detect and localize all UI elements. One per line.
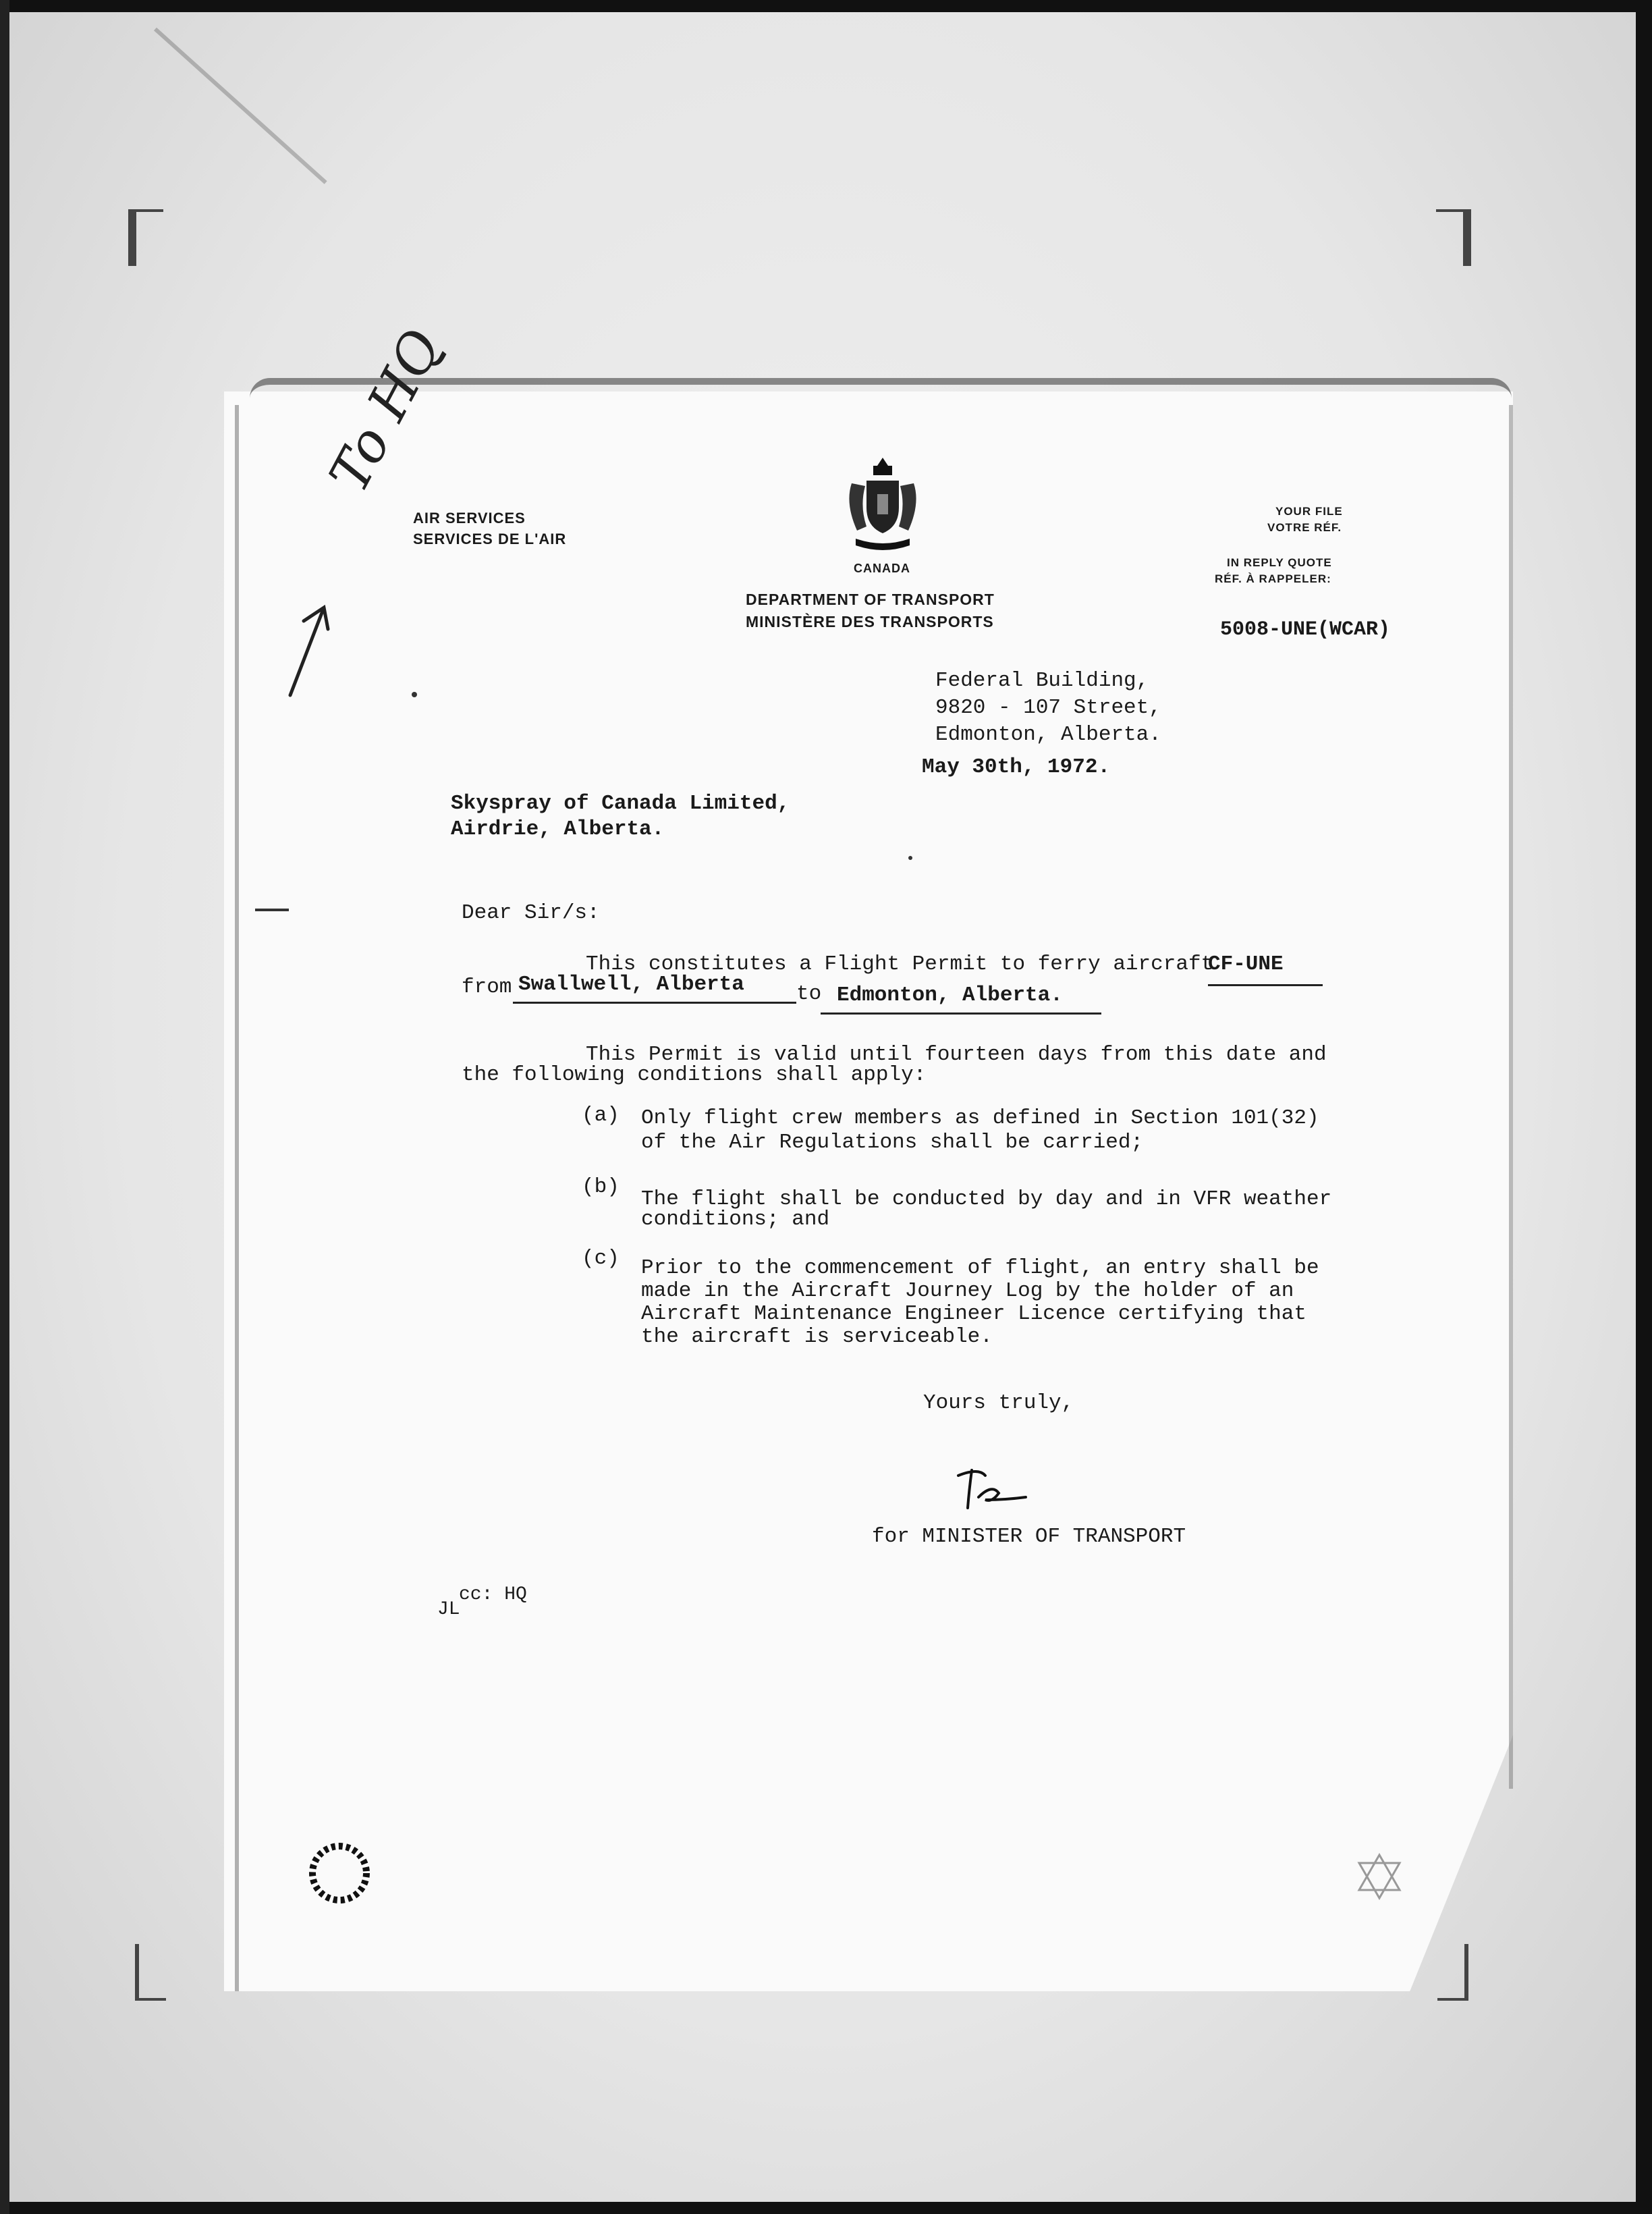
film-edge-bottom [0, 2202, 1652, 2214]
recipient-line-1: Skyspray of Canada Limited, [451, 792, 790, 815]
paper-right-edge [1509, 405, 1513, 1789]
cc-line: cc: HQ [459, 1584, 527, 1605]
sender-address-line-3: Edmonton, Alberta. [935, 723, 1161, 747]
permit-intro: This constitutes a Flight Permit to ferry aircraft [586, 952, 1214, 976]
letterhead-department-en: DEPARTMENT OF TRANSPORT [746, 591, 995, 608]
condition-c-line-3: Aircraft Maintenance Engineer Licence certifying that [641, 1302, 1306, 1326]
reply-quote-label-fr: RÉF. À RAPPELER: [1215, 572, 1331, 585]
signature-block: for MINISTER OF TRANSPORT [872, 1525, 1186, 1548]
from-label: from [462, 975, 512, 999]
file-reference-number: 5008-UNE(WCAR) [1220, 618, 1391, 641]
condition-b-line-2: conditions; and [641, 1208, 830, 1231]
typist-initials: JL [437, 1599, 460, 1620]
sender-address-line-1: Federal Building, [935, 669, 1149, 693]
condition-b-line-1: The flight shall be conducted by day and in VFR weather [641, 1187, 1332, 1211]
to-label: to [796, 982, 822, 1006]
your-file-label-en: YOUR FILE [1275, 505, 1343, 518]
margin-dot [412, 692, 417, 697]
closing: Yours truly, [923, 1391, 1074, 1415]
crop-mark-top-left [128, 209, 163, 266]
validity-line-2: the following conditions shall apply: [462, 1063, 927, 1087]
recipient-line-2: Airdrie, Alberta. [451, 817, 665, 841]
salutation: Dear Sir/s: [462, 901, 600, 925]
to-place-underline [821, 1013, 1101, 1015]
crop-mark-top-right [1436, 209, 1471, 266]
condition-c-line-4: the aircraft is serviceable. [641, 1325, 993, 1349]
crop-mark-bottom-right [1437, 1944, 1468, 2001]
condition-a-line-1: Only flight crew members as defined in Section 101(32) [641, 1106, 1319, 1130]
circular-stamp-icon [302, 1836, 377, 1910]
crop-mark-bottom-left [135, 1944, 166, 2001]
aircraft-registration: CF-UNE [1208, 952, 1284, 976]
condition-a-line-2: of the Air Regulations shall be carried; [641, 1131, 1144, 1154]
letter-date: May 30th, 1972. [922, 755, 1111, 779]
paper-curled-top-edge [250, 378, 1512, 409]
signature-scribble-icon [952, 1463, 1046, 1517]
from-place: Swallwell, Alberta [518, 973, 744, 996]
condition-a-label: (a) [582, 1104, 620, 1127]
letterhead-division-en: AIR SERVICES [413, 510, 526, 526]
sender-address-line-2: 9820 - 107 Street, [935, 696, 1161, 720]
your-file-label-fr: VOTRE RÉF. [1267, 521, 1342, 534]
film-edge-top [0, 0, 1652, 12]
to-place: Edmonton, Alberta. [837, 983, 1063, 1007]
validity-line-1: This Permit is valid until fourteen days from this date and [586, 1043, 1327, 1066]
condition-c-line-1: Prior to the commencement of flight, an entry shall be [641, 1256, 1319, 1280]
paper-speck [908, 856, 912, 860]
aircraft-underline [1208, 984, 1323, 986]
film-edge-right [1636, 0, 1652, 2214]
film-edge-left [0, 0, 9, 2214]
watermark-star-icon [1352, 1850, 1406, 1904]
from-place-underline [513, 1002, 796, 1004]
letterhead-country: CANADA [854, 562, 910, 575]
canada-coat-of-arms-icon [842, 454, 923, 562]
condition-c-label: (c) [582, 1247, 620, 1270]
handwritten-note: To HQ [317, 319, 454, 502]
reply-quote-label-en: IN REPLY QUOTE [1227, 556, 1332, 569]
letterhead-division-fr: SERVICES DE L'AIR [413, 531, 567, 547]
condition-b-label: (b) [582, 1175, 620, 1199]
letterhead-department-fr: MINISTÈRE DES TRANSPORTS [746, 613, 994, 630]
condition-c-line-2: made in the Aircraft Journey Log by the holder of an [641, 1279, 1294, 1303]
handwritten-arrow-icon [283, 594, 337, 702]
paper-left-edge [235, 405, 239, 1991]
margin-dash [255, 909, 289, 911]
